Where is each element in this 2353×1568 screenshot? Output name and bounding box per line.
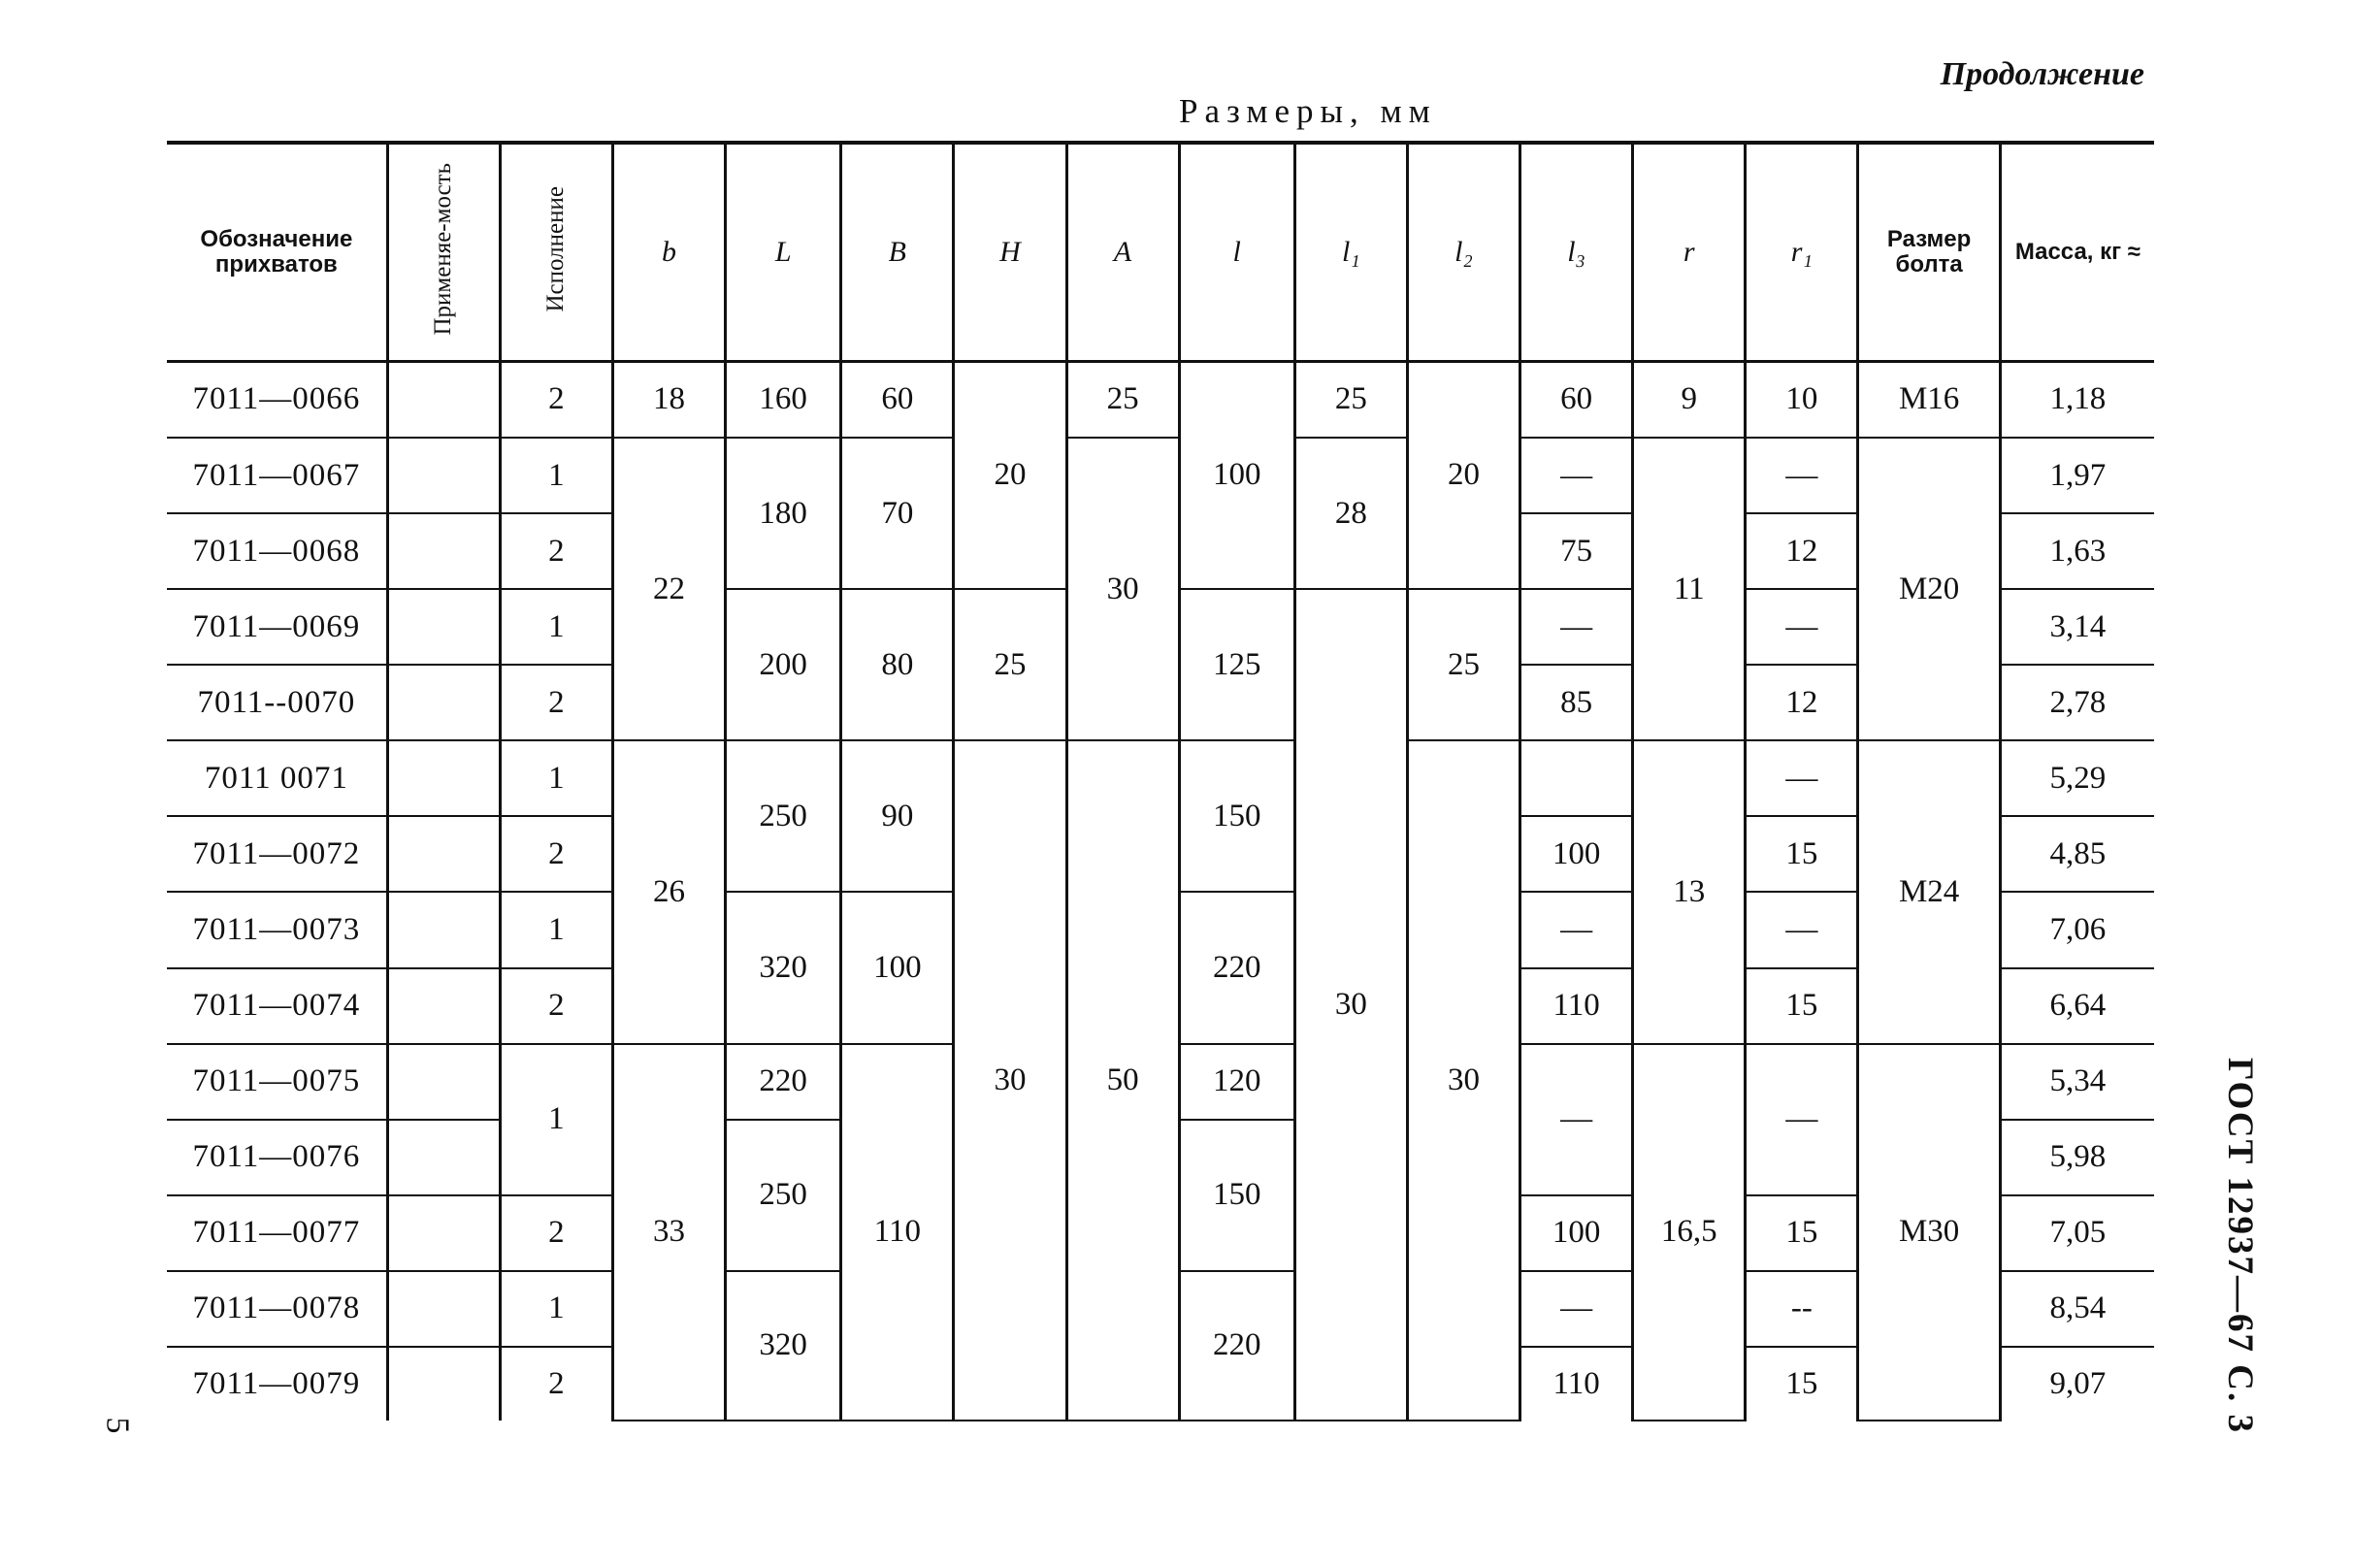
L-cell: 160 — [726, 361, 841, 438]
B-cell: 80 — [841, 589, 954, 740]
H-cell: 25 — [954, 589, 1066, 740]
applicability-cell — [387, 1120, 500, 1195]
designation-cell: 7011--0070 — [167, 665, 387, 740]
version-cell: 2 — [500, 816, 612, 892]
applicability-cell — [387, 438, 500, 513]
designation-cell: 7011—0067 — [167, 438, 387, 513]
H-cell: 20 — [954, 361, 1066, 589]
l3-cell — [1520, 740, 1633, 816]
L-cell: 180 — [726, 438, 841, 589]
b-cell: 22 — [612, 438, 725, 740]
designation-cell: 7011—0074 — [167, 968, 387, 1044]
l3-cell: 110 — [1520, 968, 1633, 1044]
mass-cell: 5,34 — [2000, 1044, 2154, 1120]
r-cell: 13 — [1633, 740, 1746, 1043]
header-mass: Масса, кг ≈ — [2000, 143, 2154, 361]
L-cell: 200 — [726, 589, 841, 740]
mass-cell: 8,54 — [2000, 1271, 2154, 1347]
bolt-cell: М30 — [1858, 1044, 2000, 1421]
applicability-cell — [387, 816, 500, 892]
r1-cell: 15 — [1746, 1347, 1858, 1421]
header-l3: l₃ — [1520, 143, 1633, 361]
header-designation: Обозначение прихватов — [167, 143, 387, 361]
header-A: A — [1066, 143, 1179, 361]
mass-cell: 7,06 — [2000, 892, 2154, 967]
designation-cell: 7011—0069 — [167, 589, 387, 665]
header-l: l — [1179, 143, 1294, 361]
b-cell: 18 — [612, 361, 725, 438]
continuation-label: Продолжение — [1940, 56, 2144, 92]
r1-cell: 12 — [1746, 513, 1858, 589]
r1-cell: 15 — [1746, 968, 1858, 1044]
mass-cell: 1,63 — [2000, 513, 2154, 589]
L-cell: 320 — [726, 1271, 841, 1421]
mass-cell: 1,97 — [2000, 438, 2154, 513]
version-cell: 2 — [500, 361, 612, 438]
A-cell: 30 — [1066, 438, 1179, 740]
applicability-cell — [387, 1044, 500, 1120]
B-cell: 90 — [841, 740, 954, 892]
version-cell: 1 — [500, 438, 612, 513]
designation-cell: 7011—0077 — [167, 1195, 387, 1271]
page-number: 5 — [99, 1417, 136, 1434]
r1-cell: -- — [1746, 1271, 1858, 1347]
r-cell: 9 — [1633, 361, 1746, 438]
applicability-cell — [387, 589, 500, 665]
version-cell: 2 — [500, 968, 612, 1044]
l-cell: 150 — [1179, 740, 1294, 892]
applicability-cell — [387, 1347, 500, 1421]
B-cell: 60 — [841, 361, 954, 438]
mass-cell: 9,07 — [2000, 1347, 2154, 1421]
L-cell: 320 — [726, 892, 841, 1043]
mass-cell: 5,98 — [2000, 1120, 2154, 1195]
mass-cell: 7,05 — [2000, 1195, 2154, 1271]
A-cell: 50 — [1066, 740, 1179, 1421]
table-row — [167, 438, 2154, 513]
applicability-cell — [387, 740, 500, 816]
version-cell: 2 — [500, 1347, 612, 1421]
l1-cell: 25 — [1294, 361, 1407, 438]
A-cell: 25 — [1066, 361, 1179, 438]
l2-cell: 25 — [1407, 589, 1520, 740]
version-cell: 1 — [500, 589, 612, 665]
bolt-cell: М20 — [1858, 438, 2000, 740]
designation-cell: 7011—0068 — [167, 513, 387, 589]
mass-cell: 6,64 — [2000, 968, 2154, 1044]
header-row — [167, 143, 2154, 361]
table-row — [167, 740, 2154, 816]
r1-cell: — — [1746, 1044, 1858, 1195]
header-H: H — [954, 143, 1066, 361]
B-cell: 100 — [841, 892, 954, 1043]
l3-cell: 100 — [1520, 816, 1633, 892]
mass-cell: 4,85 — [2000, 816, 2154, 892]
version-cell: 2 — [500, 1195, 612, 1271]
B-cell: 70 — [841, 438, 954, 589]
mass-cell: 5,29 — [2000, 740, 2154, 816]
header-bolt: Размер болта — [1858, 143, 2000, 361]
applicability-cell — [387, 665, 500, 740]
applicability-cell — [387, 968, 500, 1044]
designation-cell: 7011—0073 — [167, 892, 387, 967]
version-cell: 2 — [500, 665, 612, 740]
mass-cell: 2,78 — [2000, 665, 2154, 740]
l3-cell: — — [1520, 1271, 1633, 1347]
designation-cell: 7011 0071 — [167, 740, 387, 816]
header-b: b — [612, 143, 725, 361]
applicability-cell — [387, 1271, 500, 1347]
header-version: Исполнение — [500, 143, 612, 361]
version-cell: 1 — [500, 892, 612, 967]
standard-reference: ГОСТ 12937—67 С. 3 — [2220, 1058, 2260, 1434]
l3-cell: — — [1520, 1044, 1633, 1195]
header-r1: r₁ — [1746, 143, 1858, 361]
l-cell: 120 — [1179, 1044, 1294, 1120]
b-cell: 26 — [612, 740, 725, 1043]
version-cell: 1 — [500, 740, 612, 816]
L-cell: 220 — [726, 1044, 841, 1120]
header-l1: l₁ — [1294, 143, 1407, 361]
mass-cell: 3,14 — [2000, 589, 2154, 665]
table-row — [167, 361, 2154, 438]
B-cell: 110 — [841, 1044, 954, 1421]
header-B: B — [841, 143, 954, 361]
l3-cell: — — [1520, 438, 1633, 513]
header-L: L — [726, 143, 841, 361]
l3-cell: — — [1520, 589, 1633, 665]
designation-cell: 7011—0075 — [167, 1044, 387, 1120]
l-cell: 220 — [1179, 892, 1294, 1043]
applicability-cell — [387, 361, 500, 438]
r1-cell: 12 — [1746, 665, 1858, 740]
dimensions-caption: Размеры, мм — [1179, 92, 1437, 130]
l-cell: 125 — [1179, 589, 1294, 740]
version-cell: 1 — [500, 1271, 612, 1347]
l-cell: 150 — [1179, 1120, 1294, 1271]
bolt-cell: М16 — [1858, 361, 2000, 438]
clamp-dimensions-table — [167, 141, 2154, 1421]
designation-cell: 7011—0076 — [167, 1120, 387, 1195]
r1-cell: — — [1746, 740, 1858, 816]
l3-cell: — — [1520, 892, 1633, 967]
designation-cell: 7011—0078 — [167, 1271, 387, 1347]
r1-cell: 15 — [1746, 1195, 1858, 1271]
applicability-cell — [387, 892, 500, 967]
mass-cell: 1,18 — [2000, 361, 2154, 438]
r1-cell: — — [1746, 892, 1858, 967]
r1-cell: — — [1746, 589, 1858, 665]
r1-cell: 10 — [1746, 361, 1858, 438]
bolt-cell: М24 — [1858, 740, 2000, 1043]
applicability-cell — [387, 513, 500, 589]
l1-cell: 28 — [1294, 438, 1407, 589]
header-r: r — [1633, 143, 1746, 361]
version-cell: 2 — [500, 513, 612, 589]
r1-cell: — — [1746, 438, 1858, 513]
l3-cell: 60 — [1520, 361, 1633, 438]
L-cell: 250 — [726, 1120, 841, 1271]
applicability-cell — [387, 1195, 500, 1271]
designation-cell: 7011—0079 — [192, 1365, 361, 1401]
l3-cell: 75 — [1520, 513, 1633, 589]
r1-cell: 15 — [1746, 816, 1858, 892]
r-cell: 11 — [1633, 438, 1746, 740]
header-l2: l₂ — [1407, 143, 1520, 361]
L-cell: 250 — [726, 740, 841, 892]
l1-cell: 30 — [1294, 589, 1407, 1421]
r-cell: 16,5 — [1633, 1044, 1746, 1421]
header-applicability: Применяе-мость — [387, 143, 500, 361]
l2-cell: 30 — [1407, 740, 1520, 1421]
l2-cell: 20 — [1407, 361, 1520, 589]
designation-cell: 7011—0072 — [167, 816, 387, 892]
l-cell: 100 — [1179, 361, 1294, 589]
designation-cell: 7011—0066 — [167, 361, 387, 438]
H-cell: 30 — [954, 740, 1066, 1421]
b-cell: 33 — [612, 1044, 725, 1421]
l3-cell: 85 — [1520, 665, 1633, 740]
l3-cell: 100 — [1520, 1195, 1633, 1271]
l-cell: 220 — [1179, 1271, 1294, 1421]
l3-cell: 110 — [1520, 1347, 1633, 1421]
version-cell: 1 — [500, 1044, 612, 1195]
